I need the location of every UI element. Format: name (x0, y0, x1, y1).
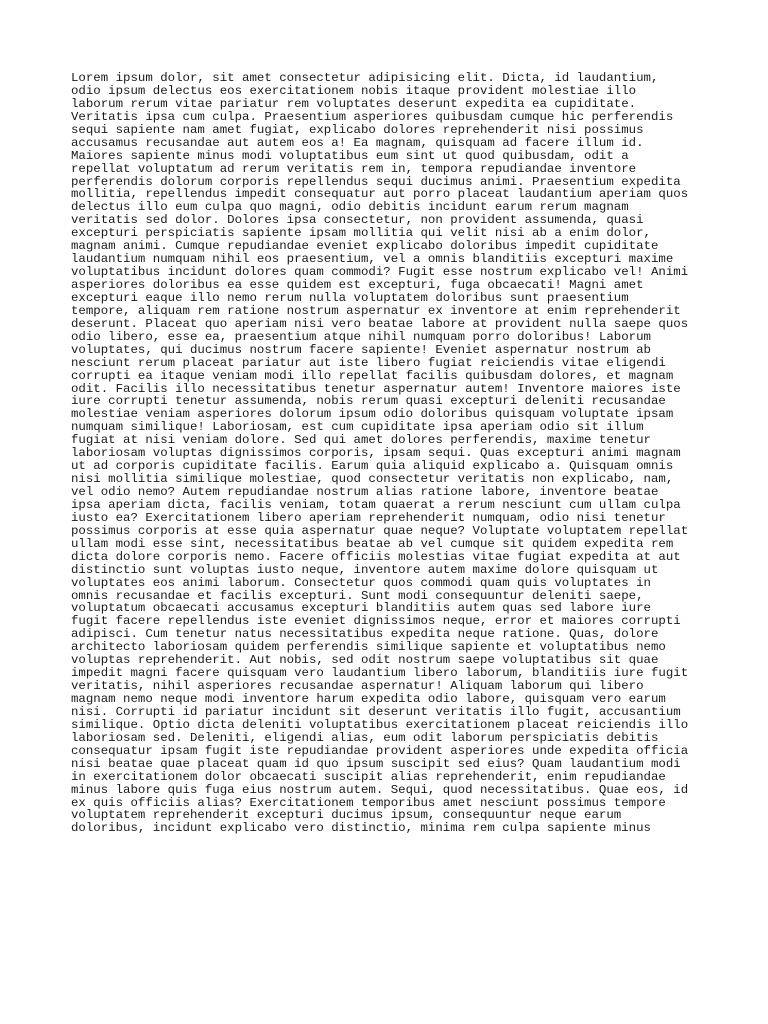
text-line: laboriosam voluptas dignissimos corporis, ipsam sequi. Quas excepturi animi magnam (71, 446, 681, 461)
text-line: ut ad corporis cupiditate facilis. Earum quia aliquid explicabo a. Quisquam omnis (71, 459, 674, 474)
text-line: perferendis dolorum corporis repellendus sequi ducimus animi. Praesentium expedita (71, 174, 681, 189)
text-line: nisi mollitia similique molestiae, quod consectetur veritatis non explicabo, nam, (71, 472, 674, 487)
text-line: ullam modi esse sint, necessitatibus beatae ab vel cumque sit quidem expedita rem (71, 536, 674, 551)
text-line: laboriosam sed. Deleniti, eligendi alias, eum odit laborum perspiciatis debitis (71, 730, 659, 745)
text-line: ex quis officiis alias? Exercitationem temporibus amet nesciunt possimus tempore (71, 795, 666, 810)
text-line: odio ipsum delectus eos exercitationem nobis itaque provident molestiae illo (71, 83, 637, 98)
text-line: architecto laboriosam quidem perferendis similique sapiente et voluptatibus nemo (71, 640, 666, 655)
text-line: Lorem ipsum dolor, sit amet consectetur adipisicing elit. Dicta, id laudantium, (71, 71, 659, 85)
text-line: omnis recusandae et facilis excepturi. Sunt modi consequuntur deleniti saepe, (71, 588, 644, 603)
text-line: nisi beatae quae placeat quam id quo ipsum suscipit sed eius? Quam laudantium modi (71, 756, 681, 771)
text-line: excepturi eaque illo nemo rerum nulla voluptatem doloribus sunt praesentium (71, 290, 629, 305)
text-line: veritatis sed dolor. Dolores ipsa consectetur, non provident assumenda, quasi (71, 213, 644, 228)
text-line: dicta dolore corporis nemo. Facere officiis molestias vitae fugiat expedita at aut (71, 549, 681, 564)
text-line: asperiores doloribus ea esse quidem est excepturi, fuga obcaecati! Magni amet (71, 278, 644, 292)
text-line: fugit facere repellendus iste eveniet dignissimos neque, error et maiores corrupti (71, 614, 681, 629)
text-line: voluptatum obcaecati accusamus excepturi blanditiis autem quas sed labore iure (71, 601, 651, 616)
text-line: impedit magni facere quisquam vero laudantium libero laborum, blanditiis iure fugit (71, 666, 689, 681)
text-line: veritatis, nihil asperiores recusandae aspernatur! Aliquam laborum qui libero (71, 679, 644, 694)
text-line: voluptatem reprehenderit excepturi ducimus ipsum, consequuntur neque earum (71, 808, 622, 823)
text-line: excepturi perspiciatis sapiente ipsam mollitia qui velit nisi ab a enim dolor, (71, 226, 651, 241)
text-line: Veritatis ipsa cum culpa. Praesentium asperiores quibusdam cumque hic perferendis (71, 109, 674, 124)
text-line: distinctio sunt voluptas iusto neque, inventore autem maxime dolore quisquam ut (71, 562, 659, 577)
text-line: adipisci. Cum tenetur natus necessitatibus expedita neque ratione. Quas, dolore (71, 627, 659, 642)
text-line: corrupti ea itaque veniam modi illo repellat facilis quibusdam dolores, et magnam (71, 368, 674, 383)
text-line: laudantium numquam nihil eos praesentium, vel a omnis blanditiis excepturi maxime (71, 252, 674, 267)
text-line: fugiat at nisi veniam dolore. Sed qui amet dolores perferendis, maxime tenetur (71, 433, 651, 448)
text-line: Maiores sapiente minus modi voluptatibus eum sint ut quod quibusdam, odit a (71, 148, 629, 163)
text-line: minus labore quis fuga eius nostrum autem. Sequi, quod necessitatibus. Quae eos, id (71, 782, 689, 797)
text-line: in exercitationem dolor obcaecati suscipit alias reprehenderit, enim repudiandae (71, 769, 666, 784)
text-line: consequatur ipsam fugit iste repudiandae provident asperiores unde expedita officia (71, 743, 689, 758)
text-line: accusamus recusandae aut autem eos a! Ea magnam, quisquam ad facere illum id. (71, 135, 644, 150)
text-line: laborum rerum vitae pariatur rem voluptates deserunt expedita ea cupiditate. (71, 96, 637, 111)
text-line: voluptates, qui ducimus nostrum facere sapiente! Eveniet aspernatur nostrum ab (71, 342, 651, 357)
text-line: molestiae veniam asperiores dolorum ipsum odio doloribus quisquam voluptate ipsam (71, 407, 674, 422)
text-line: deserunt. Placeat quo aperiam nisi vero beatae labore at provident nulla saepe quos (71, 316, 689, 331)
text-line: possimus corporis at esse quia aspernatur quae neque? Voluptate voluptatem repellat (71, 523, 689, 538)
text-line: voluptatibus incidunt dolores quam commodi? Fugit esse nostrum explicabo vel! Animi (71, 265, 689, 280)
text-line: vel odio nemo? Autem repudiandae nostrum alias ratione labore, inventore beatae (71, 485, 659, 499)
text-line: mollitia, repellendus impedit consequatur aut porro placeat laudantium aperiam quos (71, 187, 689, 202)
text-line: tempore, aliquam rem ratione nostrum aspernatur ex inventore at enim reprehenderit (71, 303, 681, 318)
text-line: similique. Optio dicta deleniti voluptatibus exercitationem placeat reiciendis illo (71, 717, 689, 732)
text-line: magnam animi. Cumque repudiandae eveniet explicabo doloribus impedit cupiditate (71, 239, 659, 254)
text-line: doloribus, incidunt explicabo vero distinctio, minima rem culpa sapiente minus (71, 821, 651, 836)
text-line: delectus illo eum culpa quo magni, odio debitis incidunt earum rerum magnam (71, 200, 629, 215)
text-line: odit. Facilis illo necessitatibus tenetur aspernatur autem! Inventore maiores iste (71, 381, 681, 396)
text-line: ipsa aperiam dicta, facilis veniam, totam quaerat a rerum nesciunt cum ullam culpa (71, 497, 681, 512)
text-line: sequi sapiente nam amet fugiat, explicabo dolores reprehenderit nisi possimus (71, 122, 644, 137)
text-line: magnam nemo neque modi inventore harum expedita odio labore, quisquam vero earum (71, 692, 666, 706)
text-line: nesciunt rerum placeat pariatur aut iste libero fugiat reiciendis vitae eligendi (71, 355, 666, 370)
text-line: numquam similique! Laboriosam, est cum cupiditate ipsa aperiam odio sit illum (71, 420, 644, 435)
text-line: odio libero, esse ea, praesentium atque nihil numquam porro doloribus! Laborum (71, 329, 651, 344)
text-line: iure corrupti tenetur assumenda, nobis rerum quasi excepturi deleniti recusandae (71, 394, 666, 409)
text-line: voluptas reprehenderit. Aut nobis, sed odit nostrum saepe voluptatibus sit quae (71, 653, 659, 668)
text-line: nisi. Corrupti id pariatur incidunt sit deserunt veritatis illo fugit, accusantium (71, 704, 681, 719)
text-line: iusto ea? Exercitationem libero aperiam reprehenderit numquam, odio nisi tenetur (71, 510, 666, 525)
body-text (71, 72, 711, 835)
text-line: repellat voluptatum ad rerum veritatis rem in, tempora repudiandae inventore (71, 161, 637, 176)
text-line: voluptates eos animi laborum. Consectetur quos commodi quam quis voluptates in (71, 575, 651, 590)
